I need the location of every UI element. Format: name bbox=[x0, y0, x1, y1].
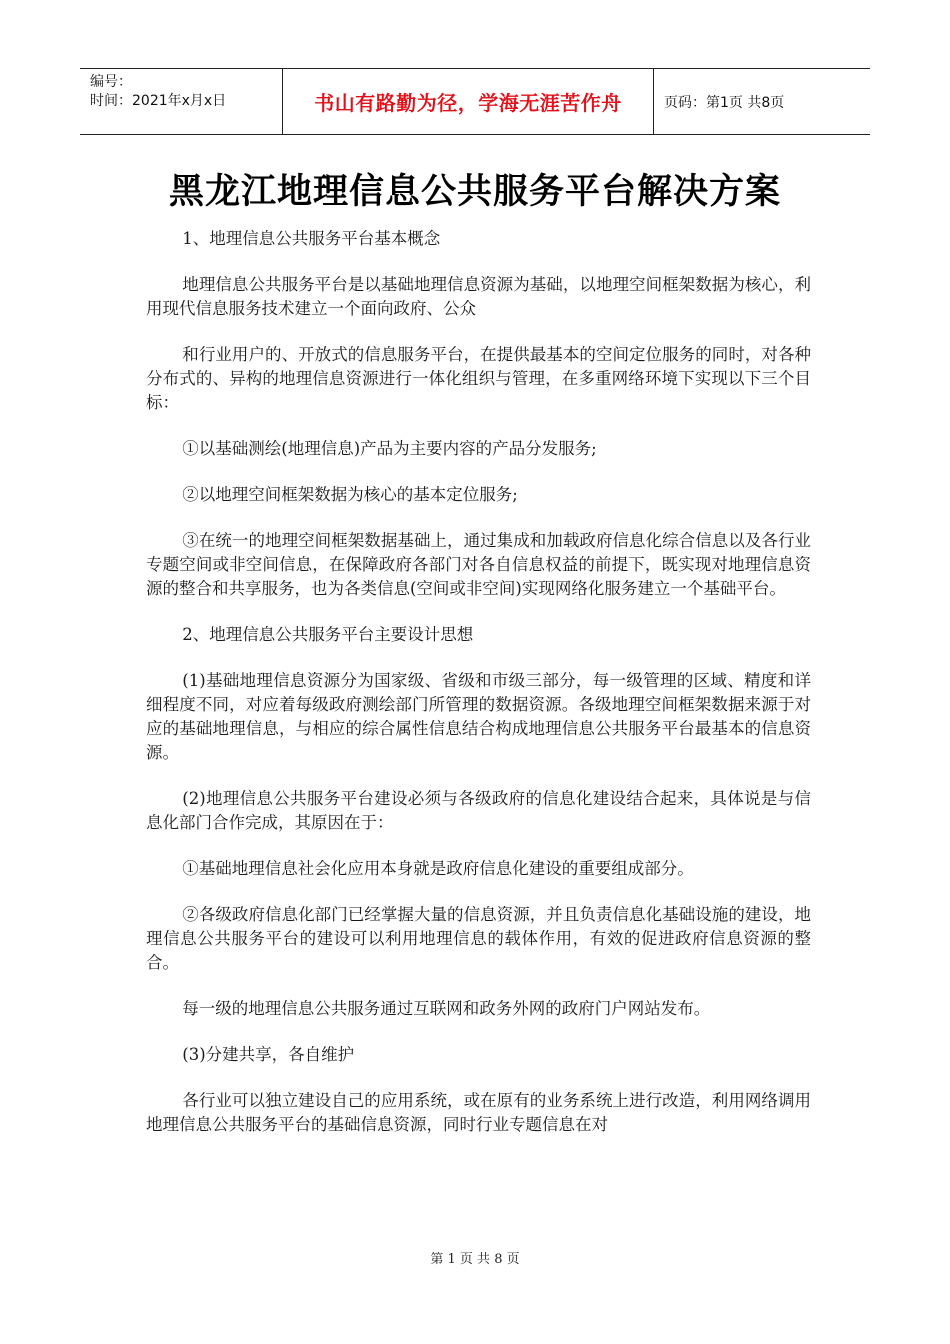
header-table bbox=[80, 68, 870, 135]
paragraph: (2)地理信息公共服务平台建设必须与各级政府的信息化建设结合起来，具体说是与信息化部门合作完成，其原因在于： bbox=[146, 789, 811, 832]
document-time-label: 时间：2021年x月x日 bbox=[90, 93, 227, 109]
document-body bbox=[146, 227, 811, 1159]
paragraph: (1)基础地理信息资源分为国家级、省级和市级三部分，每一级管理的区域、精度和详细程度不同，对应着每级政府测绘部门所管理的数据资源。各级地理空间框架数据来源于对应的基础地理信息，与相应的综合属性信息结合构成地理信息公共服务平台最基本的信息资源。 bbox=[146, 671, 811, 762]
paragraph: ②各级政府信息化部门已经掌握大量的信息资源，并且负责信息化基础设施的建设，地理信息公共服务平台的建设可以利用地理信息的载体作用，有效的促进政府信息资源的整合。 bbox=[146, 905, 811, 972]
paragraph: ①以基础测绘(地理信息)产品为主要内容的产品分发服务; bbox=[182, 439, 597, 458]
header-page-info: 页码：第1页 共8页 bbox=[664, 94, 785, 111]
header-meta-cell bbox=[80, 69, 283, 134]
paragraph: 1、地理信息公共服务平台基本概念 bbox=[182, 229, 441, 248]
paragraph: ②以地理空间框架数据为核心的基本定位服务; bbox=[182, 485, 518, 504]
paragraph: 每一级的地理信息公共服务通过互联网和政务外网的政府门户网站发布。 bbox=[182, 999, 711, 1018]
paragraph: 2、地理信息公共服务平台主要设计思想 bbox=[182, 625, 474, 644]
paragraph: 各行业可以独立建设自己的应用系统，或在原有的业务系统上进行改造，利用网络调用地理信息公共服务平台的基础信息资源，同时行业专题信息在对 bbox=[146, 1091, 811, 1134]
paragraph: ①基础地理信息社会化应用本身就是政府信息化建设的重要组成部分。 bbox=[182, 859, 694, 878]
header-motto: 书山有路勤为径，学海无涯苦作舟 bbox=[283, 69, 654, 134]
paragraph: ③在统一的地理空间框架数据基础上，通过集成和加载政府信息化综合信息以及各行业专题空间或非空间信息，在保障政府各部门对各自信息权益的前提下，既实现对地理信息资源的整合和共享服务，也为各类信息(空间或非空间)实现网络化服务建立一个基础平台。 bbox=[146, 531, 811, 598]
page-footer: 第 1 页 共 8 页 bbox=[430, 1252, 520, 1267]
document-title: 黑龙江地理信息公共服务平台解决方案 bbox=[168, 172, 781, 212]
paragraph: 和行业用户的、开放式的信息服务平台，在提供最基本的空间定位服务的同时，对各种分布式的、异构的地理信息资源进行一体化组织与管理，在多重网络环境下实现以下三个目标： bbox=[146, 345, 811, 412]
document-number-label: 编号： bbox=[90, 74, 132, 90]
paragraph: 地理信息公共服务平台是以基础地理信息资源为基础，以地理空间框架数据为核心，利用现代信息服务技术建立一个面向政府、公众 bbox=[146, 275, 811, 318]
paragraph: (3)分建共享，各自维护 bbox=[182, 1045, 355, 1064]
